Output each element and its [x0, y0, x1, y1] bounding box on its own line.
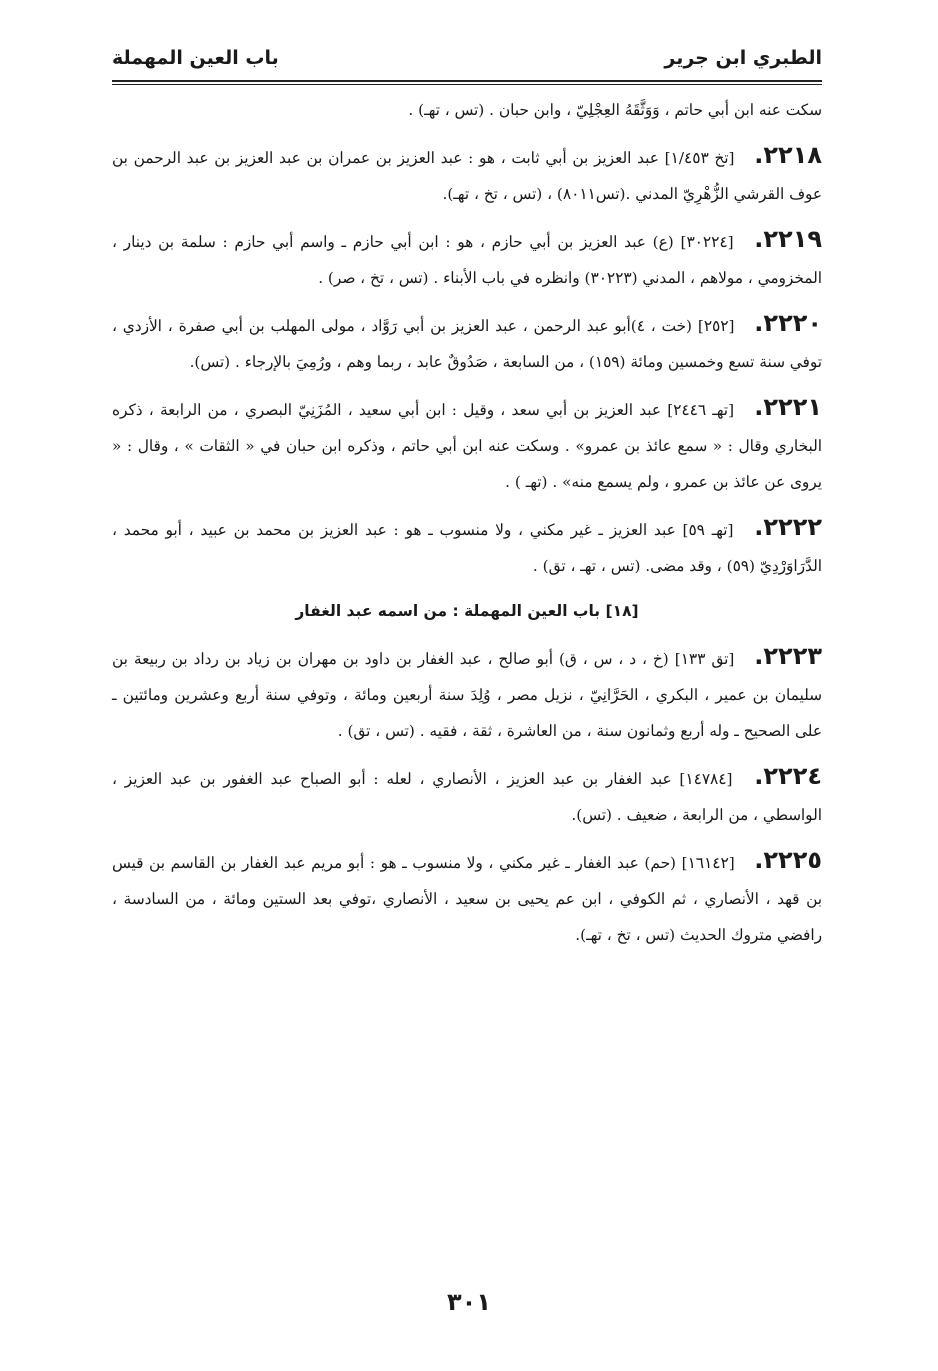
header-chapter-title: باب العين المهملة	[112, 47, 279, 69]
entry-text: [٢٥٢] (خت ، ٤)أبو عبد الرحمن ، عبد العزيز بن أبي رَوَّاد ، مولى المهلب بن أبي صفرة ، الأزدي ، توفي سنة تسع وخمسين ومائة (١٥٩) ، من السابعة ، صَدُوقٌ عابد ، ربما وهم ، ورُمِيَ بالإرجاء . (تس).	[112, 317, 822, 371]
entry-text: سكت عنه ابن أبي حاتم ، وَوَثَّقَهُ العِجْلِيّ ، وابن حبان . (تس ، تهـ) .	[408, 101, 822, 119]
entry-2220	[112, 305, 822, 380]
header-rule	[112, 80, 822, 85]
page-body	[112, 92, 822, 962]
entry-number: ٢٢١٨.	[754, 141, 822, 169]
entry-2218	[112, 137, 822, 212]
entry-2225	[112, 842, 822, 953]
section-heading: [١٨] باب العين المهملة : من اسمه عبد الغفار	[295, 602, 639, 620]
entry-text: [تق ١٣٣] (خ ، د ، س ، ق) أبو صالح ، عبد الغفار بن داود بن مهران بن زياد بن رداد بن ربيعة بن سليمان بن عمير ، البكري ، الحَرَّانِيّ ، نزيل مصر ، وُلِدَ سنة أربعين ومائة ، وتوفي سنة أربع وعشرين ومائتين ـ على الصحيح ـ وله أربع وثمانون سنة ، من العاشرة ، ثقة ، فقيه . (تس ، تق) .	[112, 650, 822, 740]
entry-2224	[112, 758, 822, 833]
entry-number: ٢٢٢٤.	[754, 762, 822, 790]
entry-text: [تهـ ٥٩] عبد العزيز ـ غير مكني ، ولا منسوب ـ هو : عبد العزيز بن محمد بن عبيد ، أبو محمد ، الدَّرَاوَرْدِيّ (٥٩) ، وقد مضى. (تس ، تهـ ، تق) .	[112, 521, 822, 575]
entry-2221	[112, 389, 822, 500]
entry-number: ٢٢٢٠.	[754, 309, 823, 337]
entry-number: ٢٢٢٣.	[754, 642, 822, 670]
entry-number: ٢٢١٩.	[754, 225, 822, 253]
entry-text: [٣٠٢٢٤] (ع) عبد العزيز بن أبي حازم ، هو : ابن أبي حازم ـ واسم أبي حازم : سلمة بن دينار ، المخزومي ، مولاهم ، المدني (٣٠٢٢٣) وانظره في باب الأبناء . (تس ، تخ ، صر) .	[112, 233, 822, 287]
entry-number: ٢٢٢١.	[754, 393, 822, 421]
entry-number: ٢٢٢٥.	[754, 846, 822, 874]
header-book-title: الطبري ابن جرير	[664, 47, 822, 69]
page-number: ٣٠١	[447, 1288, 491, 1316]
running-header	[112, 40, 822, 76]
entry-text: [تخ ١/٤٥٣] عبد العزيز بن أبي ثابت ، هو : عبد العزيز بن عمران بن عبد العزيز بن عبد الرحمن بن عوف القرشي الزُّهْرِيّ المدني .(تس٨٠١١) ، (تس ، تخ ، تهـ).	[112, 149, 822, 203]
entry-text: [١٦١٤٢] (حم) عبد الغفار ـ غير مكني ، ولا منسوب ـ هو : أبو مريم عبد الغفار بن القاسم بن قيس بن قهد ، الأنصاري ، ثم الكوفي ، ابن عم يحيى بن سعيد ، الأنصاري ،توفي بعد الستين ومائة ، من السادسة ، رافضي متروك الحديث (تس ، تخ ، تهـ).	[112, 854, 822, 944]
entry-text: [تهـ ٢٤٤٦] عبد العزيز بن أبي سعد ، وقيل : ابن أبي سعيد ، المُزَنِيّ البصري ، من الرابعة ، ذكره البخاري وقال : « سمع عائذ بن عمرو» . وسكت عنه ابن أبي حاتم ، وذكره ابن حبان في « الثقات » ، وقال : « يروى عن عائذ بن عمرو ، ولم يسمع منه» . (تهـ ) .	[112, 401, 822, 491]
entry-continuation	[112, 92, 822, 128]
entry-number: ٢٢٢٢.	[754, 513, 822, 541]
entry-2223	[112, 638, 822, 749]
entry-2219	[112, 221, 822, 296]
entry-2222	[112, 509, 822, 584]
entry-text: [١٤٧٨٤] عبد الغفار بن عبد العزيز ، الأنصاري ، لعله : أبو الصباح عبد الغفور بن عبد العزيز ، الواسطي ، من الرابعة ، ضعيف . (تس).	[112, 770, 822, 824]
